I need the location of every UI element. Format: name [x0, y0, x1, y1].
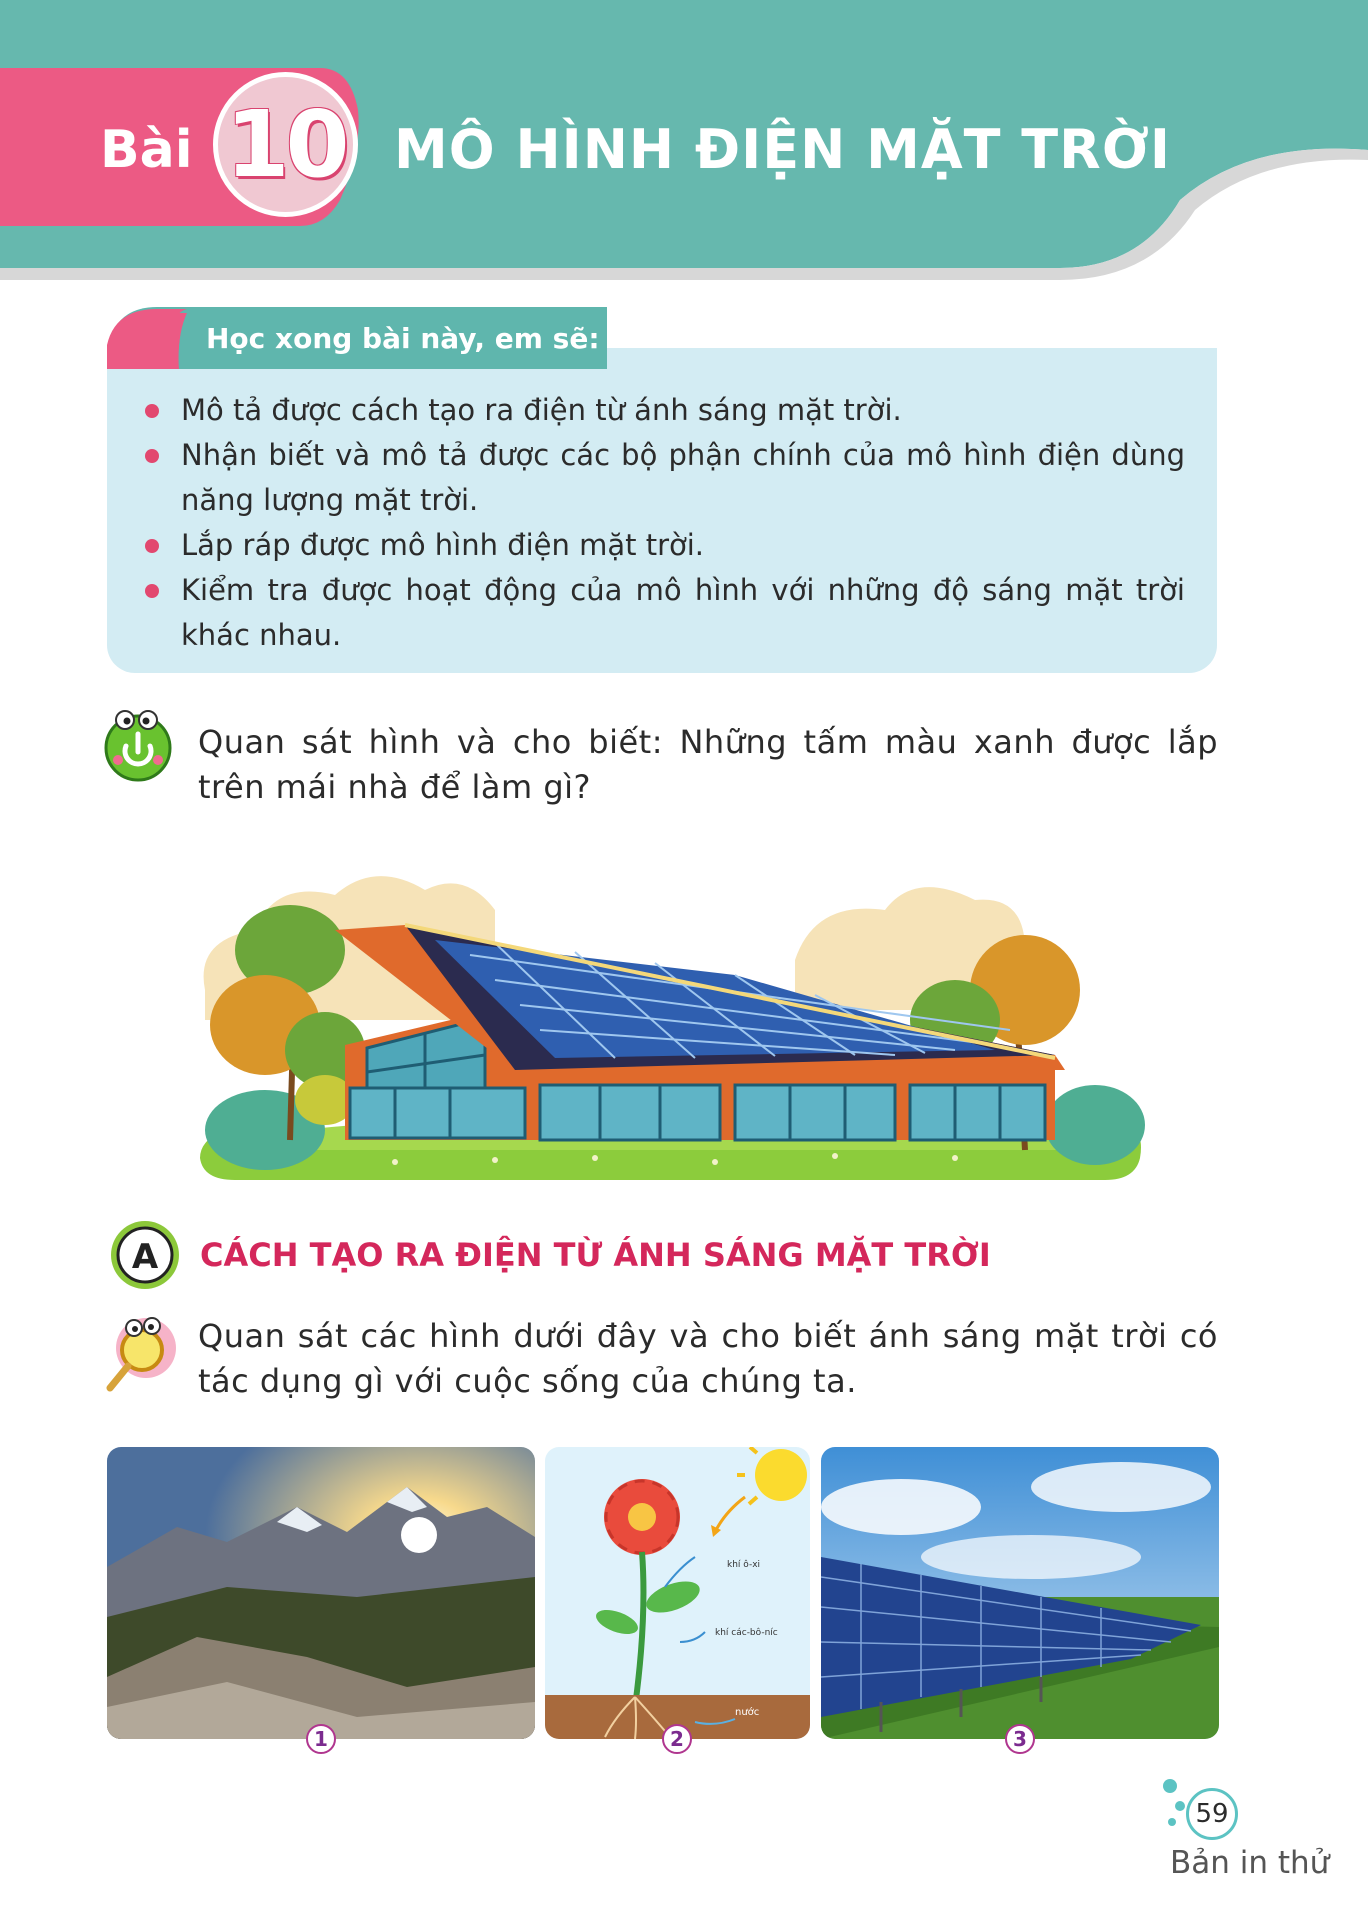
solar-farm-photo — [821, 1447, 1219, 1739]
co2-label: khí các-bô-níc — [715, 1628, 778, 1638]
oxygen-label: khí ô-xi — [727, 1560, 761, 1570]
plant-photosynthesis-photo — [545, 1447, 810, 1739]
water-label: nước — [735, 1707, 760, 1718]
photo-badge-1: 1 — [306, 1724, 336, 1754]
photo-badge-2: 2 — [662, 1724, 692, 1754]
objective-item: Nhận biết và mô tả được các bộ phận chính của mô hình điện dùng năng lượng mặt trời. — [145, 433, 1185, 523]
objective-item: Mô tả được cách tạo ra điện từ ánh sáng mặt trời. — [145, 388, 1185, 433]
lesson-title: MÔ HÌNH ĐIỆN MẶT TRỜI — [394, 118, 1171, 181]
section-a-badge — [108, 1218, 182, 1292]
objectives-list — [145, 388, 1185, 658]
objective-item: Kiểm tra được hoạt động của mô hình với những độ sáng mặt trời khác nhau. — [145, 568, 1185, 658]
section-a-title: CÁCH TẠO RA ĐIỆN TỪ ÁNH SÁNG MẶT TRỜI — [200, 1236, 991, 1274]
solar-house-illustration — [195, 840, 1160, 1185]
page-number: 59 — [1186, 1788, 1238, 1840]
lesson-word: Bài — [100, 120, 193, 180]
mountain-sunset-photo — [107, 1447, 535, 1739]
question-1: Quan sát hình và cho biết: Những tấm màu xanh được lắp trên mái nhà để làm gì? — [198, 723, 1218, 806]
question-2: Quan sát các hình dưới đây và cho biết ánh sáng mặt trời có tác dụng gì với cuộc sống của chúng ta. — [198, 1317, 1218, 1400]
magnifier-mascot-icon — [104, 1312, 180, 1394]
objective-item: Lắp ráp được mô hình điện mặt trời. — [145, 523, 1185, 568]
photo-badge-3: 3 — [1005, 1724, 1035, 1754]
power-mascot-icon — [100, 702, 176, 784]
lesson-number-badge: 10 — [213, 72, 358, 217]
section-a-letter: A — [131, 1237, 159, 1277]
draft-label: Bản in thử — [1170, 1845, 1330, 1881]
objectives-heading: Học xong bài này, em sẽ: — [206, 322, 600, 355]
